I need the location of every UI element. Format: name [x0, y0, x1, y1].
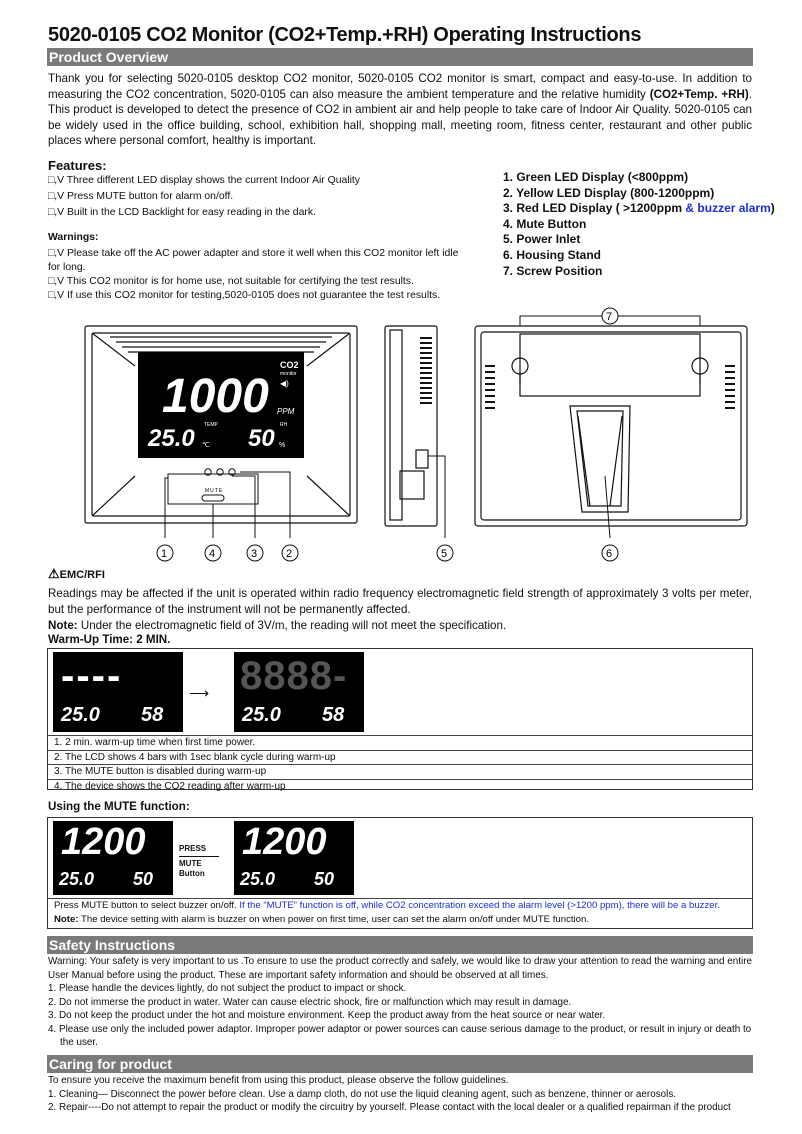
emc-text: Readings may be affected if the unit is operated within radio frequency electromagnetic field strength of approximately 3 volts per meter, but the performance of the instrument will not be permanently affected. — [48, 587, 752, 616]
mute-button[interactable] — [202, 495, 224, 501]
part-item: 1. Green LED Display (<800ppm) — [503, 170, 689, 184]
part-item: 3. Red LED Display ( >1200ppm & buzzer alarm) — [503, 201, 775, 216]
mute-lcd1-rh: 50 — [133, 869, 154, 889]
mute-lcd2-temp: 25.0 — [240, 869, 276, 889]
part-item: 4. Mute Button — [503, 216, 587, 231]
mute-lcd1-temp: 25.0 — [59, 869, 95, 889]
warmup-item: 1. 2 min. warm-up time when first time power. — [48, 735, 752, 750]
front-ppm: PPM — [277, 407, 295, 416]
caring-heading: Caring for product — [47, 1055, 753, 1073]
emc-note: Note: Under the electromagnetic field of 3V/m, the reading will not meet the specification. — [48, 619, 507, 632]
callout-4: 4 — [209, 548, 216, 560]
warning-item: □,V If use this CO2 monitor for testing,5020-0105 does not guarantee the test results. — [48, 290, 441, 301]
warmup-item: 3. The MUTE button is disabled during warm-up — [48, 764, 752, 779]
emc-heading — [48, 566, 105, 582]
overview-text-b: . This product is developed to detect the presence of CO2 in ambient air and help people to take care of Indoor Air Quality. 5020-0105 can be widely used in the office building, school, exhibition hall, shopping mall, meeting room, fitness center, restaurant and other public places where personal comfort, healthy is important. — [48, 87, 752, 148]
warning-item: □,V Please take off the AC power adapter and store it well when this CO2 monitor left idle for long. — [48, 248, 459, 273]
warnings-heading: Warnings: — [48, 232, 99, 243]
overview-text-a: Thank you for selecting 5020-0105 desktop CO2 monitor, 5020-0105 CO2 monitor is smart, compact and easy-to-use. In addition to measuring the CO2 concentration, 5020-0105 can also measure the ambient temperature and the relative humidity — [48, 72, 752, 101]
mute-box — [47, 817, 753, 929]
product-overview-text — [48, 71, 752, 149]
page-title: 5020-0105 CO2 Monitor (CO2+Temp.+RH) Operating Instructions — [48, 24, 642, 46]
mute-lcd2-rh: 50 — [314, 869, 335, 889]
safety-item: 3. Do not keep the product under the hot and moisture environment. Keep the product away from the heat source or near water. — [48, 1010, 606, 1022]
part-item: 5. Power Inlet — [503, 232, 581, 247]
safety-item: 1. Please handle the devices lightly, do not subject the product to impact or shock. — [48, 983, 407, 994]
callout-1: 1 — [161, 548, 168, 560]
safety-item: 4. Please use only the included power adaptor. Improper power adaptor or power sources can cause serious damage to the product, or result in injury or death to the user. — [48, 1023, 752, 1049]
callout-6: 6 — [606, 548, 613, 560]
front-temp-value: 25.0 — [148, 425, 195, 452]
callout-3: 3 — [251, 548, 258, 560]
device-diagram — [80, 306, 760, 566]
callout-5: 5 — [441, 548, 448, 560]
safety-intro: Warning: Your safety is very important to us .To ensure to use the product correctly and safely, we would like to draw your attention to read the warning and entire User Manual before using the product. These are important safety information and should be observed at all times. — [48, 956, 752, 981]
part-item: 2. Yellow LED Display (800-1200ppm) — [503, 185, 715, 200]
caring-item: 1. Cleaning— Disconnect the power before clean. Use a damp cloth, do not use the liquid cleaning agent, such as benzene, thinner or aerosols. — [48, 1088, 676, 1100]
overview-text-bold: (CO2+Temp. +RH) — [649, 87, 749, 101]
feature-item: □,V Press MUTE button for alarm on/off. — [48, 191, 234, 202]
warnings-list — [48, 247, 468, 303]
front-monitor-label: monitor — [280, 371, 297, 377]
caring-list — [48, 1074, 752, 1115]
mute-heading: Using the MUTE function: — [48, 800, 190, 813]
warmup-lcd2-temp: 25.0 — [242, 704, 281, 726]
caring-item: 2. Repair----Do not attempt to repair the product or modify the circuitry by yourself. Please contact with the local dealer or a qualified repairman if the product — [48, 1102, 731, 1114]
emc-heading-text: EMC/RFI — [59, 569, 105, 581]
warmup-lcd-2 — [234, 652, 364, 732]
back-view — [475, 326, 747, 526]
front-rh-label: RH — [280, 422, 288, 428]
callout-2: 2 — [286, 548, 293, 560]
warmup-box — [47, 648, 753, 790]
parts-list — [503, 170, 775, 279]
mute-lcd-2 — [234, 821, 354, 895]
side-view — [385, 326, 437, 526]
front-co2-value: 1000 — [162, 370, 269, 423]
mute-lcd2-co2: 1200 — [242, 821, 327, 863]
safety-list — [48, 982, 752, 1050]
part-item: 7. Screw Position — [503, 263, 603, 278]
warmup-heading: Warm-Up Time: 2 MIN. — [48, 633, 171, 646]
mute-label: MUTE — [205, 488, 224, 494]
front-co2-unit: CO2 — [280, 360, 299, 370]
arrow-right-icon: ⟶ — [189, 685, 210, 701]
warmup-item: 2. The LCD shows 4 bars with 1sec blank cycle during warm-up — [48, 750, 752, 765]
warmup-lcd2-main: 8888- — [240, 654, 348, 698]
mute-lcd1-co2: 1200 — [61, 821, 146, 863]
warmup-lcd-1 — [53, 652, 183, 732]
safety-heading: Safety Instructions — [47, 936, 753, 954]
warmup-item: 4. The device shows the CO2 reading after warm-up — [48, 779, 752, 794]
front-pct: % — [279, 442, 286, 449]
warmup-lcd1-main: ---- — [61, 654, 123, 698]
features-heading: Features: — [48, 158, 107, 173]
warmup-lcd1-temp: 25.0 — [61, 704, 100, 726]
warmup-images — [48, 649, 752, 735]
warmup-lcd1-rh: 58 — [141, 704, 164, 726]
warning-triangle-icon: ⚠ — [48, 566, 60, 581]
front-c-unit: ℃ — [202, 442, 210, 449]
part-item: 6. Housing Stand — [503, 247, 602, 262]
features-list — [48, 173, 478, 221]
press-mute-text: PRESS MUTE Button — [179, 844, 219, 879]
safety-item: 2. Do not immerse the product in water. Water can cause electric shock, fire or malfunction which may result in damage. — [48, 996, 572, 1008]
caring-intro: To ensure you receive the maximum benefit from using this product, please observe the follow guidelines. — [48, 1075, 509, 1086]
mute-images — [48, 818, 752, 898]
product-overview-heading: Product Overview — [47, 48, 753, 66]
speaker-icon: ◀) — [280, 379, 289, 388]
front-temp-label: TEMP — [204, 422, 218, 428]
warmup-lcd2-rh: 58 — [322, 704, 345, 726]
feature-item: □,V Built in the LCD Backlight for easy reading in the dark. — [48, 207, 316, 218]
mute-lcd-1 — [53, 821, 173, 895]
mute-line-1: Press MUTE button to select buzzer on/off. If the “MUTE” function is off, while CO2 concentration exceed the alarm level (>1200 ppm), there will be a buzzer. — [48, 898, 752, 913]
feature-item: □,V Three different LED display shows the current Indoor Air Quality — [48, 175, 360, 186]
callout-7: 7 — [606, 311, 613, 323]
mute-note: Note: The device setting with alarm is buzzer on when power on first time, user can set the alarm on/off under MUTE function. — [54, 913, 590, 925]
front-rh-value: 50 — [248, 425, 275, 452]
warning-item: □,V This CO2 monitor is for home use, not suitable for certifying the test results. — [48, 276, 414, 287]
